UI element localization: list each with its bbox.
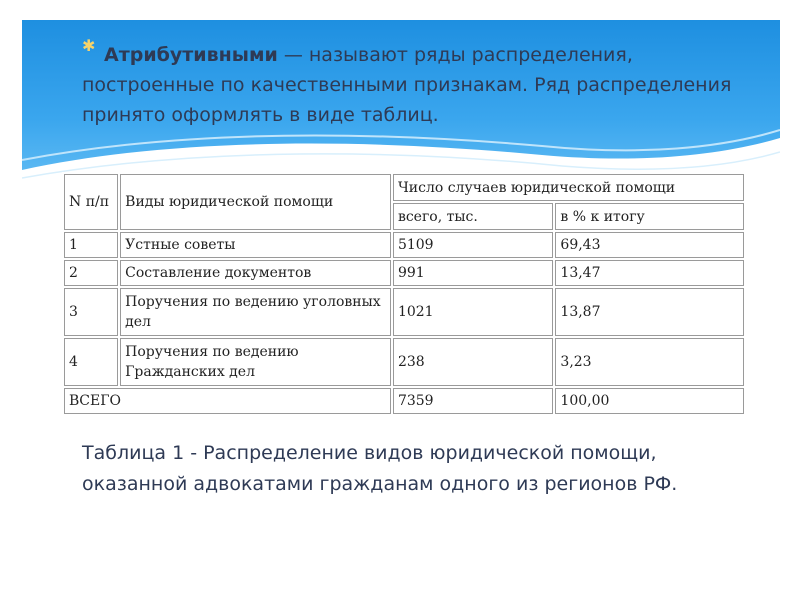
table-row bbox=[64, 338, 744, 386]
header-total: всего, тыс. bbox=[393, 203, 553, 230]
table-row bbox=[64, 260, 744, 286]
cell-total: 5109 bbox=[393, 232, 553, 258]
cell-total: 1021 bbox=[393, 288, 553, 336]
table-row bbox=[64, 288, 744, 336]
header-percent: в % к итогу bbox=[555, 203, 744, 230]
cell-total: 238 bbox=[393, 338, 553, 386]
distribution-table-wrap bbox=[62, 172, 746, 424]
cell-num: 2 bbox=[64, 260, 118, 286]
table-caption: Таблица 1 - Распределение видов юридической помощи, оказанной адвокатами гражданам одного из регионов РФ. bbox=[82, 442, 678, 495]
bullet-text: — называют ряды распределения, построенные по качественными признакам. Ряд распределения принято оформлять в виде таблиц. bbox=[82, 44, 732, 126]
cell-kind: Составление документов bbox=[120, 260, 391, 286]
cell-kind: Поручения по ведению Гражданских дел bbox=[120, 338, 391, 386]
cell-percent: 3,23 bbox=[555, 338, 744, 386]
header-cases: Число случаев юридической помощи bbox=[393, 174, 744, 201]
header-num: N п/п bbox=[64, 174, 118, 230]
distribution-table bbox=[62, 172, 746, 416]
cell-num: 1 bbox=[64, 232, 118, 258]
cell-kind: Поручения по ведению уголовных дел bbox=[120, 288, 391, 336]
footer-percent: 100,00 bbox=[555, 388, 744, 414]
table-header-row bbox=[64, 174, 744, 201]
cell-total: 991 bbox=[393, 260, 553, 286]
bullet-star-icon: ✱ bbox=[82, 36, 96, 55]
cell-percent: 13,87 bbox=[555, 288, 744, 336]
cell-percent: 69,43 bbox=[555, 232, 744, 258]
cell-kind: Устные советы bbox=[120, 232, 391, 258]
footer-total: 7359 bbox=[393, 388, 553, 414]
bullet-paragraph bbox=[82, 40, 762, 130]
cell-num: 3 bbox=[64, 288, 118, 336]
bullet-lead: Атрибутивными bbox=[104, 44, 278, 66]
table-row bbox=[64, 232, 744, 258]
cell-percent: 13,47 bbox=[555, 260, 744, 286]
cell-num: 4 bbox=[64, 338, 118, 386]
footer-label: ВСЕГО bbox=[64, 388, 391, 414]
table-footer-row bbox=[64, 388, 744, 414]
header-kind: Виды юридической помощи bbox=[120, 174, 391, 230]
